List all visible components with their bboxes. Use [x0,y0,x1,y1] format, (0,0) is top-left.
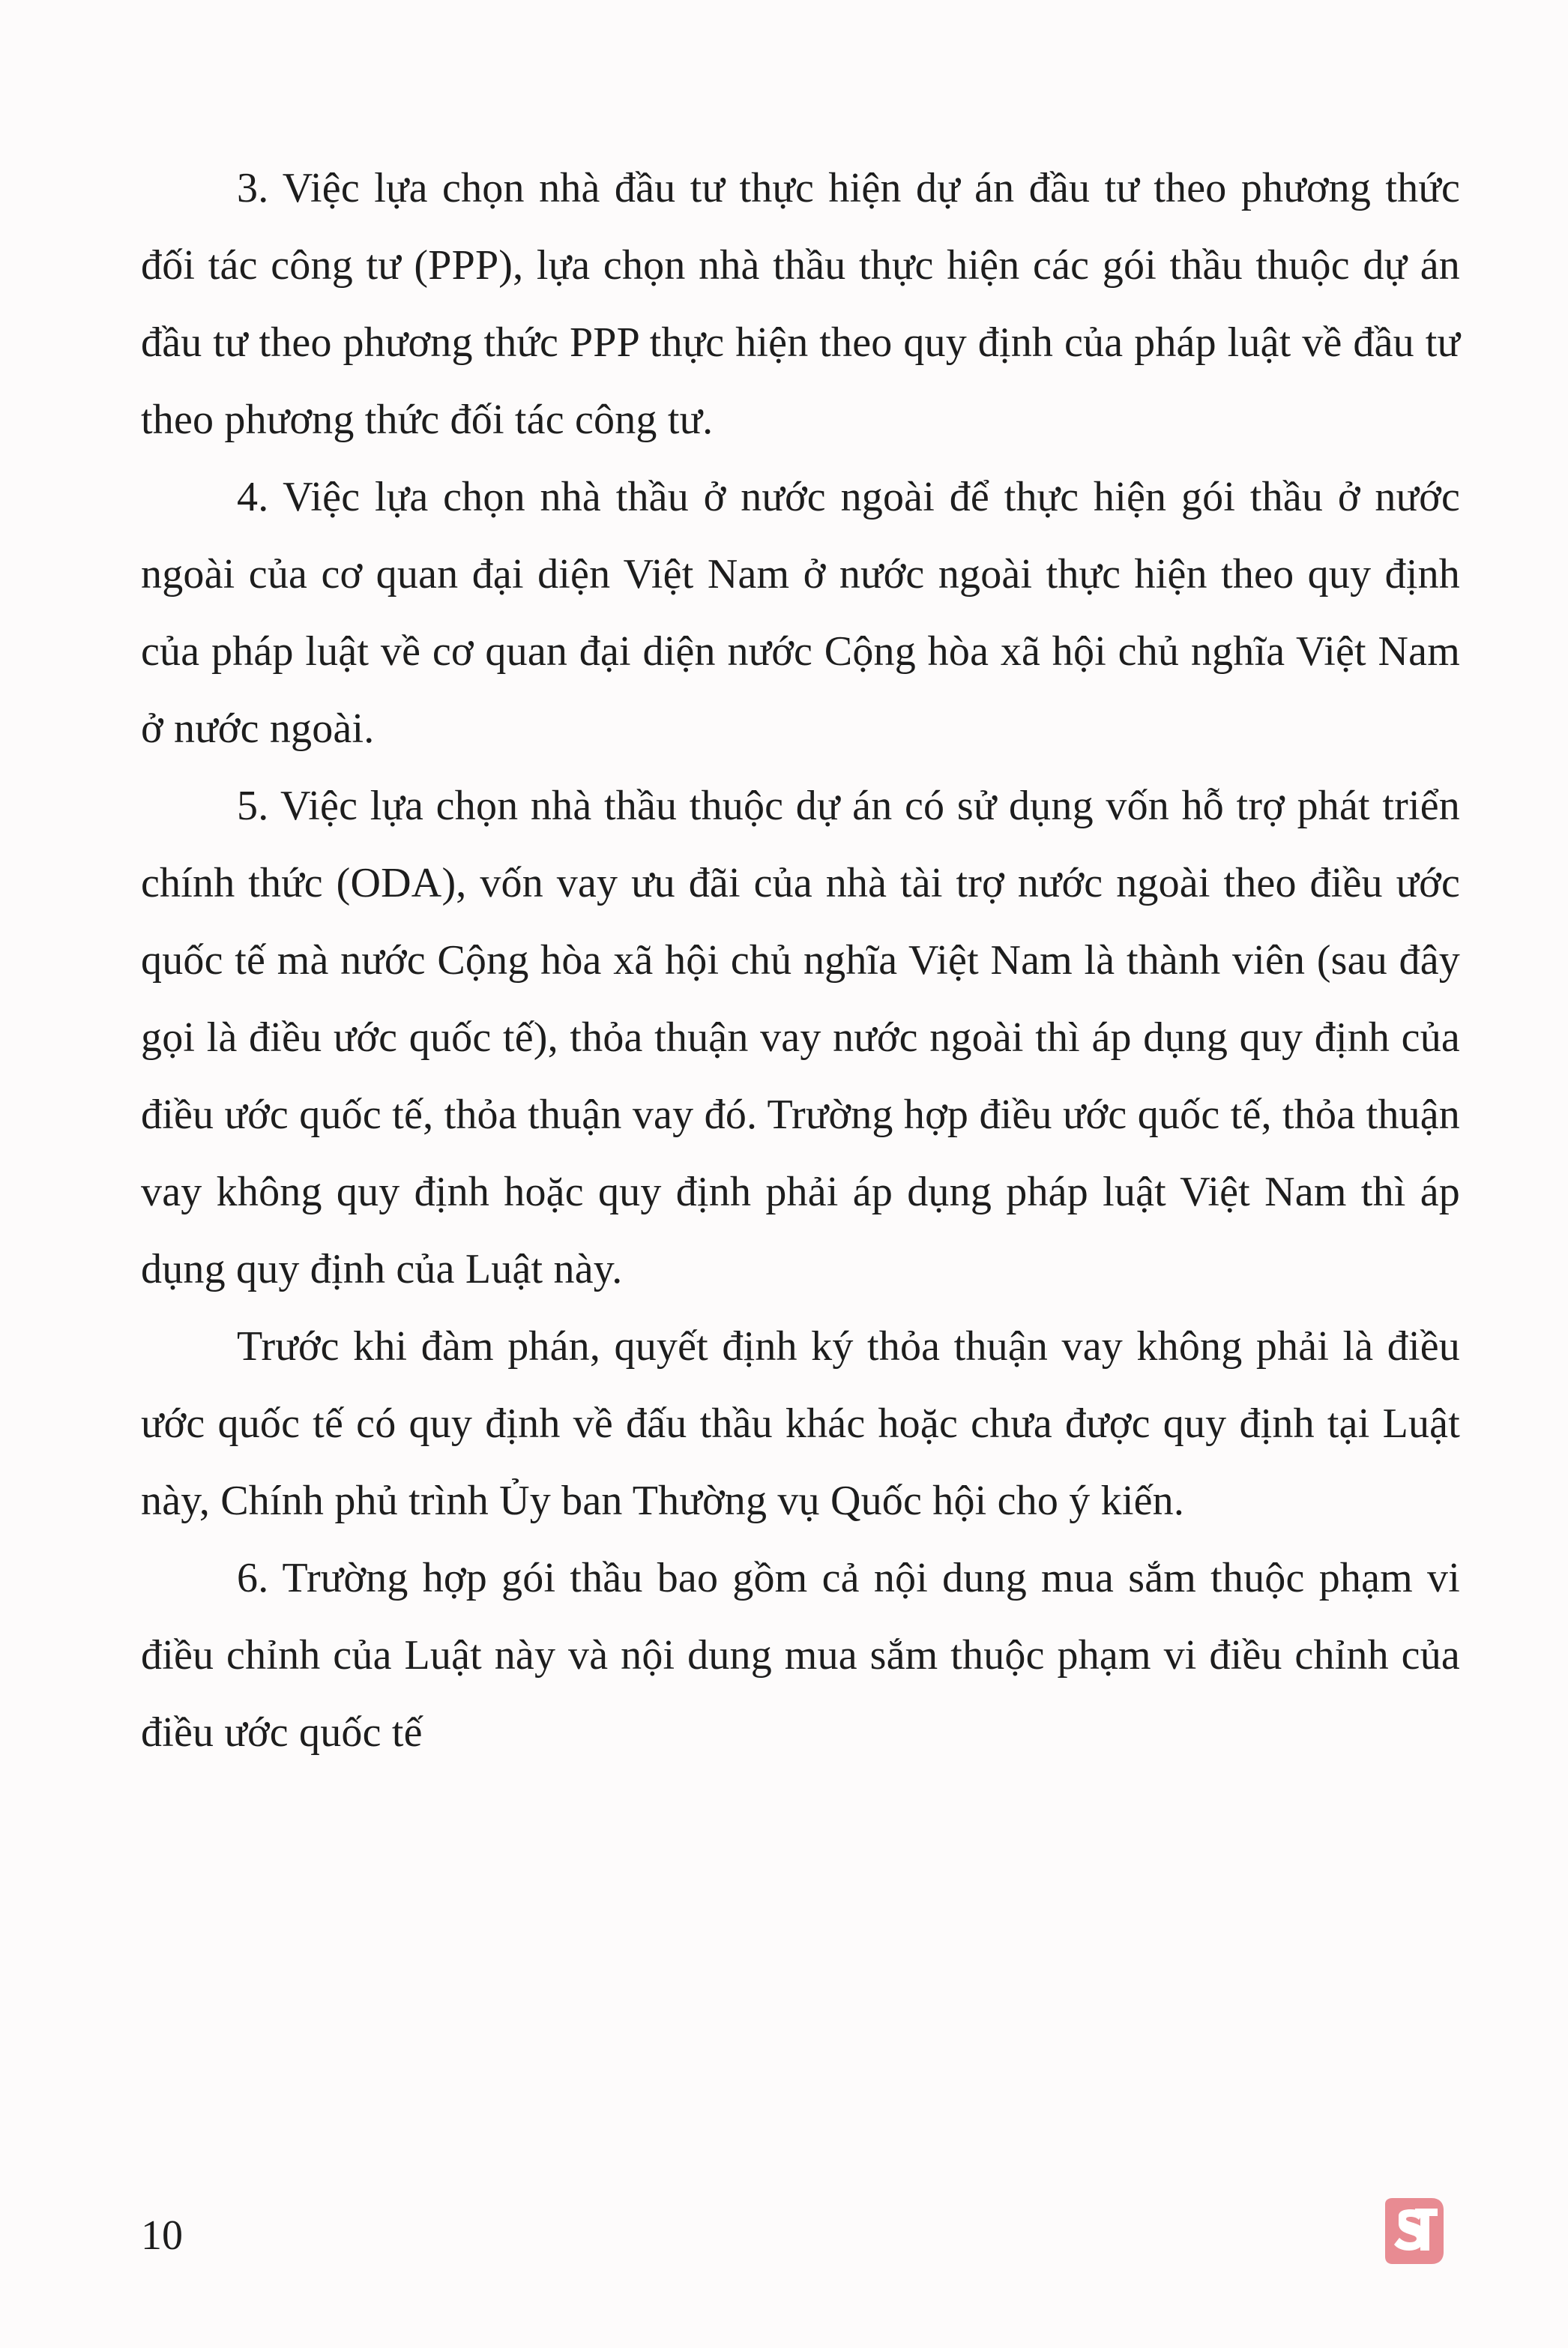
paragraph-6: 6. Trường hợp gói thầu bao gồm cả nội dung mua sắm thuộc phạm vi điều chỉnh của Luật này và nội dung mua sắm thuộc phạm vi điều chỉnh của điều ước quốc tế [141,1555,1460,1756]
publisher-logo-icon [1378,2198,1447,2264]
paragraph-3: 3. Việc lựa chọn nhà đầu tư thực hiện dự án đầu tư theo phương thức đối tác công tư (PPP), lựa chọn nhà thầu thực hiện các gói thầu thuộc dự án đầu tư theo phương thức PPP thực hiện theo quy định của pháp luật về đầu tư theo phương thức đối tác công tư. [141,165,1460,443]
paragraph-4: 4. Việc lựa chọn nhà thầu ở nước ngoài để thực hiện gói thầu ở nước ngoài của cơ quan đại diện Việt Nam ở nước ngoài thực hiện theo quy định của pháp luật về cơ quan đại diện nước Cộng hòa xã hội chủ nghĩa Việt Nam ở nước ngoài. [141,474,1460,752]
paragraph-5-continued: Trước khi đàm phán, quyết định ký thỏa thuận vay không phải là điều ước quốc tế có quy định về đấu thầu khác hoặc chưa được quy định tại Luật này, Chính phủ trình Ủy ban Thường vụ Quốc hội cho ý kiến. [141,1323,1460,1524]
paragraph-5: 5. Việc lựa chọn nhà thầu thuộc dự án có sử dụng vốn hỗ trợ phát triển chính thức (ODA), vốn vay ưu đãi của nhà tài trợ nước ngoài theo điều ước quốc tế mà nước Cộng hòa xã hội chủ nghĩa Việt Nam là thành viên (sau đây gọi là điều ước quốc tế), thỏa thuận vay nước ngoài thì áp dụng quy định của điều ước quốc tế, thỏa thuận vay đó. Trường hợp điều ước quốc tế, thỏa thuận vay không quy định hoặc quy định phải áp dụng pháp luật Việt Nam thì áp dụng quy định của Luật này. [141,783,1460,1292]
page-number: 10 [141,2212,183,2259]
page-body-text [141,150,1460,1771]
page-footer [141,2192,1460,2260]
